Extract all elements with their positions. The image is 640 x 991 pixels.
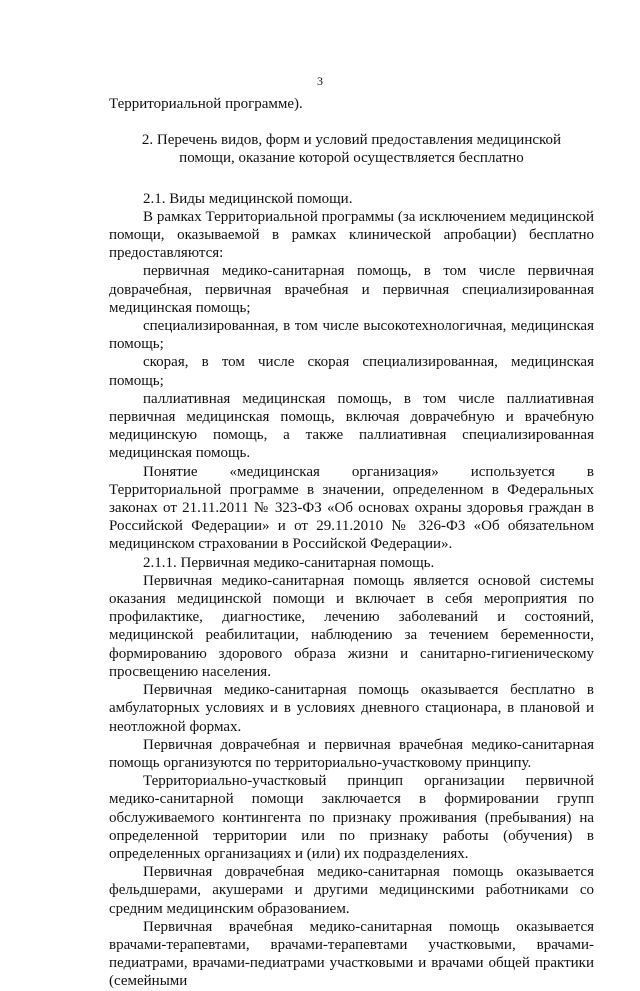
paragraph: 2.1. Виды медицинской помощи. xyxy=(143,190,353,207)
paragraph: первичная медико-санитарная помощь, в том числе первичная доврачебная, первичная врачебная и первичная специализированная медицинская помощь; xyxy=(109,263,594,316)
paragraph: скорая, в том числе скорая специализированная, медицинская помощь; xyxy=(109,354,594,389)
paragraph: Территориальной программе). xyxy=(109,96,303,112)
document-body xyxy=(109,95,594,991)
paragraph: 2.1.1. Первичная медико-санитарная помощь. xyxy=(143,554,435,571)
paragraph: Первичная врачебная медико-санитарная помощь оказывается врачами-терапевтами, врачами-терапевтами участковыми, врачами-педиатрами, врачами-педиатрами участковыми и врачами общей практики (семейными xyxy=(109,918,594,990)
paragraph: специализированная, в том числе высокотехнологичная, медицинская помощь; xyxy=(109,318,594,353)
paragraph: Первичная доврачебная медико-санитарная помощь оказывается фельдшерами, акушерами и другими медицинскими работниками со средним медицинским образованием. xyxy=(109,864,594,917)
paragraph: Первичная медико-санитарная помощь оказывается бесплатно в амбулаторных условиях и в условиях дневного стационара, в плановой и неотложной формах. xyxy=(109,682,594,735)
paragraph: Территориально-участковый принцип организации первичной медико-санитарной помощи заключается в формировании групп обслуживаемого контингента по признаку проживания (пребывания) на определенной территории или по признаку работы (обучения) в определенных организациях и (или) их подразделениях. xyxy=(109,773,594,862)
paragraph: В рамках Территориальной программы (за исключением медицинской помощи, оказываемой в рамках клинической апробации) бесплатно предоставляются: xyxy=(109,208,594,262)
page-number: 3 xyxy=(317,74,323,88)
paragraph: Первичная медико-санитарная помощь является основой системы оказания медицинской помощи и включает в себя мероприятия по профилактике, диагностике, лечению заболеваний и состояний, медицинской реабилитации, наблюдению за течением беременности, формированию здорового образа жизни и санитарно-гигиеническому просвещению населения. xyxy=(109,572,594,680)
section-title: 2. Перечень видов, форм и условий предоставления медицинской помощи, оказание которой осуществляется бесплатно xyxy=(141,132,562,167)
paragraph: Первичная доврачебная и первичная врачебная медико-санитарная помощь организуются по территориально-участковому принципу. xyxy=(109,736,594,771)
paragraph: паллиативная медицинская помощь, в том числе паллиативная первичная медицинская помощь, включая доврачебную и врачебную медицинскую помощь, а также паллиативная специализированная медицинская помощь. xyxy=(109,390,594,462)
paragraph: Понятие «медицинская организация» используется в Территориальной программе в значении, определенном в Федеральных законах от 21.11.2011 № 323-ФЗ «Об основах охраны здоровья граждан в Российской Федерации» и от 29.11.2010 № 326-ФЗ «Об обязательном медицинском страховании в Российской Федерации». xyxy=(109,463,594,553)
